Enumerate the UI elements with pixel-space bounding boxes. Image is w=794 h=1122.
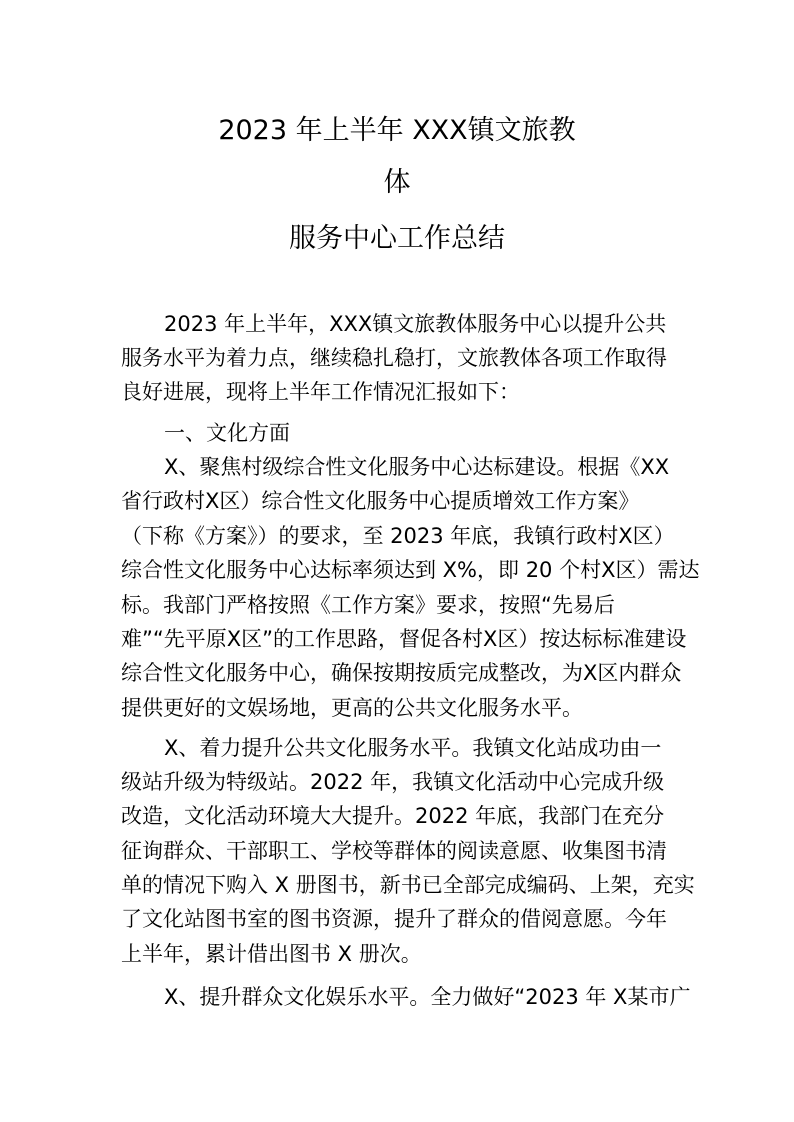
- document-title-line-1: 2023 年上半年 XXX镇文旅教: [218, 115, 576, 146]
- paragraph-line: X、着力提升公共文化服务水平。我镇文化站成功由一: [164, 736, 662, 760]
- paragraph-line: 改造，文化活动环境大大提升。2022 年底，我部门在充分: [121, 804, 665, 828]
- paragraph-line: 级站升级为特级站。2022 年，我镇文化活动中心完成升级: [121, 770, 665, 794]
- paragraph-line: 了文化站图书室的图书资源，提升了群众的借阅意愿。今年: [121, 907, 667, 931]
- paragraph-line: 服务水平为着力点，继续稳扎稳打，文旅教体各项工作取得: [121, 346, 667, 370]
- document-title-line-3: 服务中心工作总结: [289, 223, 505, 254]
- paragraph-line: 难”“先平原X区”的工作思路，督促各村X区）按达标标准建设: [121, 627, 687, 651]
- paragraph-line: X、提升群众文化娱乐水平。全力做好“2023 年 X某市广: [164, 985, 691, 1009]
- paragraph-line: X、聚焦村级综合性文化服务中心达标建设。根据《XX: [164, 455, 670, 479]
- paragraph-line: 征询群众、干部职工、学校等群体的阅读意愿、收集图书清: [121, 839, 667, 863]
- paragraph-line: 单的情况下购入 X 册图书，新书已全部完成编码、上架，充实: [121, 873, 695, 897]
- paragraph-line: 2023 年上半年，XXX镇文旅教体服务中心以提升公共: [164, 312, 667, 336]
- paragraph-line: 省行政村X区）综合性文化服务中心提质增效工作方案》: [121, 489, 640, 513]
- paragraph-line: 提供更好的文娱场地，更高的公共文化服务水平。: [121, 696, 583, 720]
- paragraph-line: 综合性文化服务中心，确保按期按质完成整改，为X区内群众: [121, 661, 682, 685]
- paragraph-line: 上半年，累计借出图书 X 册次。: [121, 942, 422, 966]
- paragraph-line: 良好进展，现将上半年工作情况汇报如下：: [121, 380, 520, 404]
- section-heading: 一、文化方面: [164, 421, 290, 445]
- paragraph-line: 综合性文化服务中心达标率须达到 X%，即 20 个村X区）需达: [121, 558, 700, 582]
- paragraph-line: 标。我部门严格按照《工作方案》要求，按照“先易后: [121, 593, 615, 617]
- paragraph-line: （下称《方案》）的要求，至 2023 年底，我镇行政村X区）: [121, 524, 675, 548]
- document-title-line-2: 体: [383, 167, 411, 198]
